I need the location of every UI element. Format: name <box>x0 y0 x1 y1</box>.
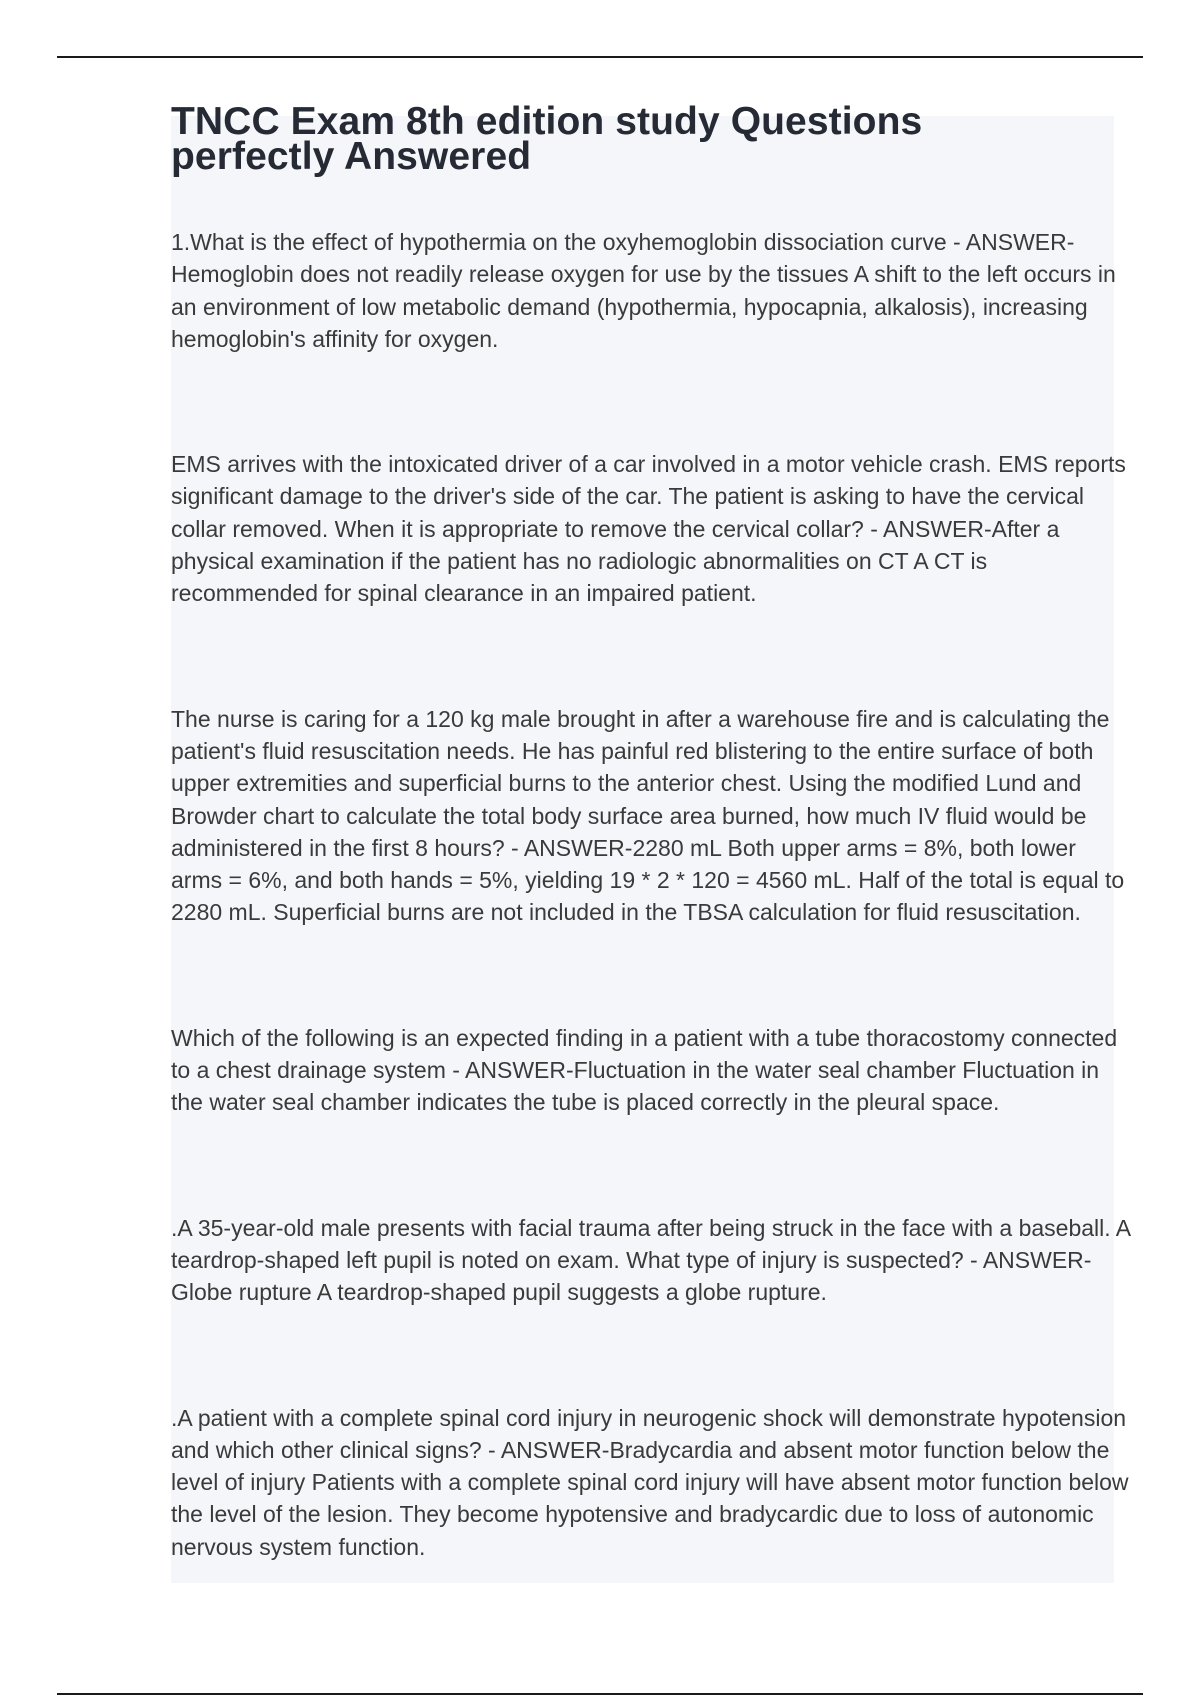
question-answer-1: 1.What is the effect of hypothermia on the oxyhemoglobin dissociation curve - ANSWER-Hemoglobin does not readily release oxygen for use by the tissues A shift to the left occurs in an environment of low metabolic demand (hypothermia, hypocapnia, alkalosis), increasing hemoglobin's affinity for oxygen. <box>171 229 1116 352</box>
bottom-rule <box>57 1693 1143 1695</box>
title-line-2: perfectly Answered <box>171 135 532 178</box>
question-answer-6: .A patient with a complete spinal cord injury in neurogenic shock will demonstrate hypotension and which other clinical signs? - ANSWER-Bradycardia and absent motor function below the level of injury Patients with a complete spinal cord injury will have absent motor function below the level of the lesion. They become hypotensive and bradycardic due to loss of autonomic nervous system function. <box>171 1404 1129 1560</box>
question-answer-2: EMS arrives with the intoxicated driver of a car involved in a motor vehicle crash. EMS reports significant damage to the driver's side of the car. The patient is asking to have the cervical collar removed. When it is appropriate to remove the cervical collar? - ANSWER-After a physical examination if the patient has no radiologic abnormalities on CT A CT is recommended for spinal clearance in an impaired patient. <box>171 451 1126 607</box>
question-answer-4: Which of the following is an expected finding in a patient with a tube thoracostomy connected to a chest drainage system - ANSWER-Fluctuation in the water seal chamber Fluctuation in the water seal chamber indicates the tube is placed correctly in the pleural space. <box>171 1024 1118 1116</box>
document-body <box>171 100 1131 1563</box>
document-title <box>171 100 1131 178</box>
question-answer-3: The nurse is caring for a 120 kg male brought in after a warehouse fire and is calculating the patient's fluid resuscitation needs. He has painful red blistering to the entire surface of both upper extremities and superficial burns to the anterior chest. Using the modified Lund and Browder chart to calculate the total body surface area burned, how much IV fluid would be administered in the first 8 hours? - ANSWER-2280 mL Both upper arms = 8%, both lower arms = 6%, and both hands = 5%, yielding 19 * 2 * 120 = 4560 mL. Half of the total is equal to 2280 mL. Superficial burns are not included in the TBSA calculation for fluid resuscitation. <box>171 705 1125 926</box>
question-list <box>171 226 1131 1563</box>
question-answer-5: .A 35-year-old male presents with facial trauma after being struck in the face with a baseball. A teardrop-shaped left pupil is noted on exam. What type of injury is suspected? - ANSWER-Globe rupture A teardrop-shaped pupil suggests a globe rupture. <box>171 1214 1130 1306</box>
title-line-1: TNCC Exam 8th edition study Questions <box>171 100 923 143</box>
top-rule <box>57 56 1143 58</box>
